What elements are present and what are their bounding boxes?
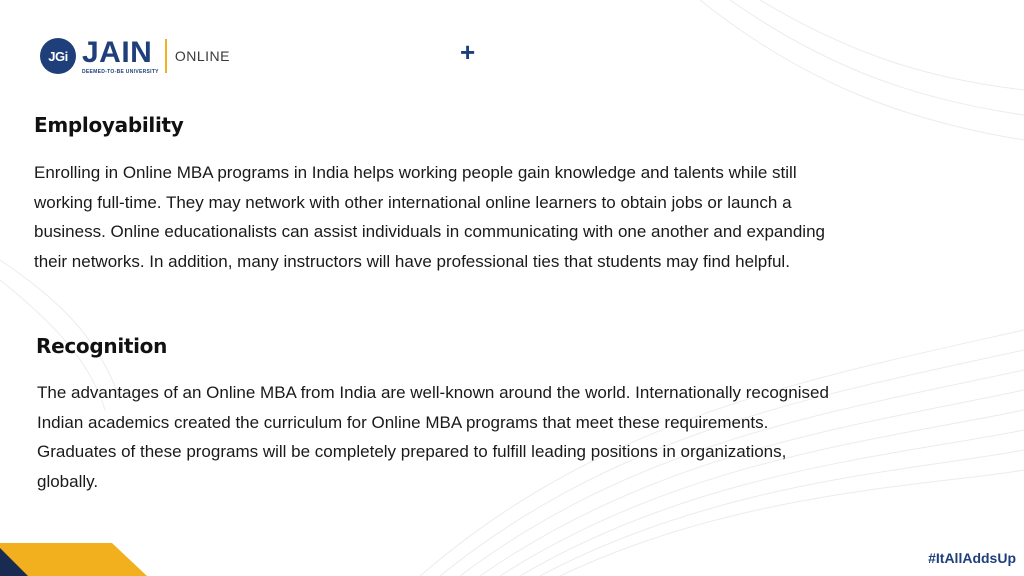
body-line: business. Online educationalists can assist individuals in communicating with one another and expanding	[34, 222, 825, 241]
body-line: The advantages of an Online MBA from India are well-known around the world. Internationally recognised	[37, 383, 829, 402]
jgi-badge: JGi	[40, 38, 76, 74]
jain-brand-sub: DEEMED-TO-BE UNIVERSITY	[82, 68, 159, 75]
hashtag-tagline: #ItAllAddsUp	[928, 550, 1016, 566]
body-line: working full-time. They may network with other international online learners to obtain jobs or launch a	[34, 192, 792, 212]
section-body-employability	[34, 158, 825, 276]
body-line: their networks. In addition, many instructors will have professional ties that students may find helpful.	[34, 251, 790, 271]
jain-brand: JAIN	[82, 35, 153, 69]
section-heading-recognition: Recognition	[36, 334, 168, 358]
section-heading-employability: Employability	[34, 113, 184, 137]
jain-wordmark	[82, 35, 159, 75]
logo-online-label: ONLINE	[174, 48, 230, 64]
body-line: globally.	[37, 471, 99, 491]
plus-icon: +	[460, 37, 476, 67]
jain-online-logo[interactable]	[40, 35, 230, 75]
logo-divider	[165, 39, 167, 73]
body-line: Indian academics created the curriculum for Online MBA programs that meet these requirements.	[37, 412, 769, 432]
section-body-recognition	[37, 378, 829, 496]
body-line: Enrolling in Online MBA programs in India helps working people gain knowledge and talents while still	[34, 163, 797, 182]
body-line: Graduates of these programs will be completely prepared to fulfill leading positions in organizations,	[37, 442, 787, 461]
